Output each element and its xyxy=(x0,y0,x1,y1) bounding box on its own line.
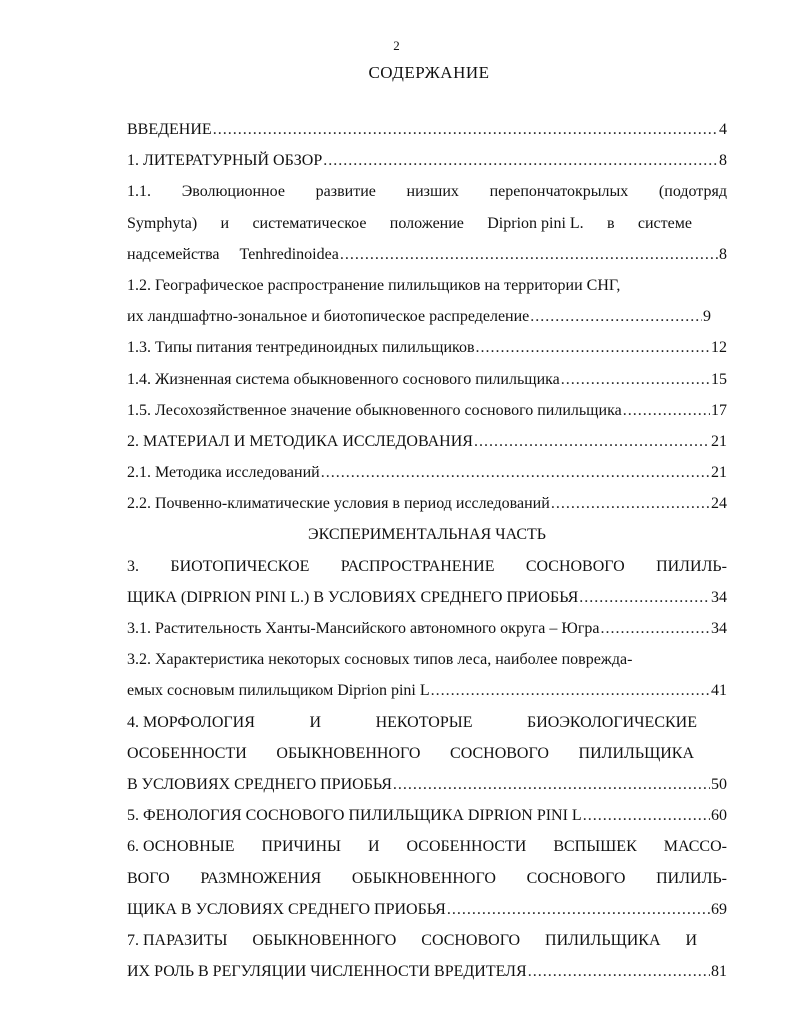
toc-word: ПРИЧИНЫ xyxy=(261,838,341,856)
toc-page-number: 8 xyxy=(719,245,727,263)
toc-word: 3. xyxy=(127,557,139,575)
leader-dots xyxy=(583,807,710,825)
toc-entry-1-1-line-1 xyxy=(127,183,727,214)
leader-dots xyxy=(474,433,710,451)
toc-entry-text: ЩИКА (DIPRION PINI L.) В УСЛОВИЯХ СРЕДНЕГО ПРИОБЬЯ xyxy=(127,588,579,606)
toc-word: перепончатокрылых xyxy=(489,183,629,201)
toc-entry-1-3 xyxy=(127,339,727,370)
toc-word: СОСНОВОГО xyxy=(525,557,625,575)
toc-page-number: 34 xyxy=(711,620,727,637)
toc-word: ПИЛИЛЬ- xyxy=(656,557,727,575)
toc-word: Эволюционное xyxy=(181,183,285,201)
toc-word: ОБЫКНОВЕННОГО xyxy=(276,744,421,762)
toc-page-number: 41 xyxy=(711,682,727,700)
toc-word: ПИЛИЛЬЩИКА xyxy=(578,744,694,762)
toc-entry-text: 2.1. Методика исследований xyxy=(127,464,320,482)
toc-entry-text: емых сосновым пилильщиком Diprion pini L xyxy=(127,682,430,700)
toc-page-number: 60 xyxy=(711,807,727,825)
toc-word: СОСНОВОГО xyxy=(450,744,549,762)
toc-word: ВОГО xyxy=(127,869,170,887)
toc-entry-text: 1.3. Типы питания тентрединоидных пилильщиков xyxy=(127,339,475,357)
toc-word: ВСПЫШЕК xyxy=(553,838,637,856)
leader-dots xyxy=(528,963,710,981)
toc-entry-1-1-line-3 xyxy=(127,246,727,277)
toc-entry-text: 2.2. Почвенно-климатические условия в период исследований xyxy=(127,495,550,513)
toc-word: системе xyxy=(637,214,692,232)
leader-dots xyxy=(551,495,710,513)
toc-page-number: 9 xyxy=(703,308,711,326)
toc-page-number: 17 xyxy=(711,401,727,419)
toc-entry-chapter-3-line-1 xyxy=(127,558,727,589)
toc-entry-text: их ландшафтно-зональное и биотопическое распределение xyxy=(127,308,530,326)
page-title: СОДЕРЖАНИЕ xyxy=(368,63,490,82)
toc-word: Symphyta) xyxy=(127,214,198,232)
toc-word: в xyxy=(607,214,615,232)
toc-entry-chapter-5 xyxy=(127,807,727,838)
toc-entry-intro xyxy=(127,121,727,152)
toc-word: развитие xyxy=(315,183,376,201)
toc-entry-text: 1.4. Жизненная система обыкновенного соснового пилильщика xyxy=(127,370,560,388)
toc-entry-chapter-4-line-2 xyxy=(127,745,694,776)
toc-word: БИОЭКОЛОГИЧЕСКИЕ xyxy=(527,713,697,731)
toc-entry-2-2 xyxy=(127,495,727,526)
leader-dots xyxy=(447,901,710,919)
toc-word: 7. ПАРАЗИТЫ xyxy=(127,931,228,949)
toc-entry-chapter-2 xyxy=(127,433,727,464)
toc-entry-chapter-7-line-1 xyxy=(127,932,697,963)
toc-entry-2-1 xyxy=(127,464,727,495)
leader-dots xyxy=(623,402,710,420)
toc-word: И xyxy=(367,838,380,856)
toc-word: СОСНОВОГО xyxy=(526,869,626,887)
leader-dots xyxy=(323,152,718,170)
toc-entry-text: ЩИКА В УСЛОВИЯХ СРЕДНЕГО ПРИОБЬЯ xyxy=(127,900,446,918)
toc-page-number: 21 xyxy=(711,432,727,450)
toc-entry-chapter-3-line-2 xyxy=(127,589,727,620)
toc-entry-1-5 xyxy=(127,402,727,433)
toc-entry-text: надсемейства Tenhredinoidea xyxy=(127,245,339,263)
toc-entry-1-1-line-2 xyxy=(127,215,692,246)
toc-entry-chapter-6-line-1 xyxy=(127,838,727,869)
toc-page-number: 4 xyxy=(719,121,727,138)
toc-word: ОСОБЕННОСТИ xyxy=(406,838,527,856)
toc-page-number: 69 xyxy=(711,900,727,918)
toc-entry-text: ИХ РОЛЬ В РЕГУЛЯЦИИ ЧИСЛЕННОСТИ ВРЕДИТЕЛЯ xyxy=(127,963,527,981)
toc-word: СОСНОВОГО xyxy=(421,931,521,949)
leader-dots xyxy=(340,246,718,264)
toc-entry-chapter-7-line-2 xyxy=(127,963,727,994)
leader-dots xyxy=(476,339,710,357)
toc-entry-chapter-1 xyxy=(127,152,727,183)
toc-entry-text: 2. МАТЕРИАЛ И МЕТОДИКА ИССЛЕДОВАНИЯ xyxy=(127,432,473,450)
leader-dots xyxy=(213,121,718,139)
toc-section-heading-experimental xyxy=(127,526,727,557)
leader-dots xyxy=(579,589,710,607)
toc-word: И xyxy=(685,931,697,949)
toc-word: ОБЫКНОВЕННОГО xyxy=(351,869,496,887)
toc-word: ОБЫКНОВЕННОГО xyxy=(252,931,397,949)
toc-word: положение xyxy=(389,214,464,232)
toc-page-number: 8 xyxy=(719,152,727,170)
toc-page-number: 24 xyxy=(711,495,727,513)
toc-word: (подотряд xyxy=(658,183,727,201)
toc-word: низших xyxy=(406,183,459,201)
toc-entry-1-4 xyxy=(127,371,727,402)
toc-word: ПИЛИЛЬЩИКА xyxy=(545,931,661,949)
toc-word: И xyxy=(309,713,322,731)
toc-entry-3-1 xyxy=(127,620,727,651)
toc-entry-chapter-4-line-3 xyxy=(127,776,727,807)
leader-dots xyxy=(561,371,710,389)
page-number: 2 xyxy=(393,38,400,53)
leader-dots xyxy=(530,308,702,326)
toc-entry-text: 1. ЛИТЕРАТУРНЫЙ ОБЗОР xyxy=(127,152,323,170)
toc-word: РАСПРОСТРАНЕНИЕ xyxy=(340,557,495,575)
toc-word: ОСОБЕННОСТИ xyxy=(127,744,247,762)
toc-word: систематическое xyxy=(252,214,367,232)
toc-entry-text: 3.1. Растительность Ханты-Мансийского автономного округа – Югра xyxy=(127,620,600,637)
table-of-contents xyxy=(127,121,727,994)
toc-entry-text: 3.2. Характеристика некоторых сосновых типов леса, наиболее поврежда- xyxy=(127,651,633,669)
toc-word: МАССО- xyxy=(663,838,727,856)
toc-word: и xyxy=(220,214,230,232)
leader-dots xyxy=(393,776,710,794)
leader-dots xyxy=(601,620,711,638)
section-heading: ЭКСПЕРИМЕНТАЛЬНАЯ ЧАСТЬ xyxy=(308,526,546,544)
toc-word: 6. ОСНОВНЫЕ xyxy=(127,838,235,856)
toc-word: РАЗМНОЖЕНИЯ xyxy=(200,869,322,887)
toc-entry-text: 1.2. Географическое распространение пилильщиков на территории СНГ, xyxy=(127,276,621,294)
toc-word: ПИЛИЛЬ- xyxy=(656,869,727,887)
toc-word: 4. МОРФОЛОГИЯ xyxy=(127,713,255,731)
toc-entry-text: В УСЛОВИЯХ СРЕДНЕГО ПРИОБЬЯ xyxy=(127,775,392,793)
toc-entry-3-2-line-2 xyxy=(127,682,727,713)
toc-page-number: 34 xyxy=(711,588,727,606)
toc-page-number: 21 xyxy=(711,464,727,482)
toc-entry-text: ВВЕДЕНИЕ xyxy=(127,121,212,138)
toc-word: 1.1. xyxy=(127,183,151,201)
toc-page-number: 12 xyxy=(711,339,727,357)
toc-entry-text: 1.5. Лесохозяйственное значение обыкновенного соснового пилильщика xyxy=(127,401,622,419)
leader-dots xyxy=(321,464,710,482)
toc-entry-3-2-line-1 xyxy=(127,651,727,682)
toc-entry-text: 5. ФЕНОЛОГИЯ СОСНОВОГО ПИЛИЛЬЩИКА DIPRION PINI L xyxy=(127,807,582,825)
toc-word: БИОТОПИЧЕСКОЕ xyxy=(170,557,310,575)
toc-entry-chapter-4-line-1 xyxy=(127,714,697,745)
toc-entry-chapter-6-line-2 xyxy=(127,870,727,901)
toc-word: Diprion pini L. xyxy=(487,214,584,232)
toc-entry-1-2-line-2 xyxy=(127,308,711,339)
toc-entry-1-2-line-1 xyxy=(127,277,727,308)
toc-page-number: 15 xyxy=(711,370,727,388)
leader-dots xyxy=(431,682,710,700)
toc-entry-chapter-6-line-3 xyxy=(127,901,727,932)
toc-page-number: 50 xyxy=(711,775,727,793)
toc-page-number: 81 xyxy=(711,963,727,981)
toc-word: НЕКОТОРЫЕ xyxy=(375,713,473,731)
